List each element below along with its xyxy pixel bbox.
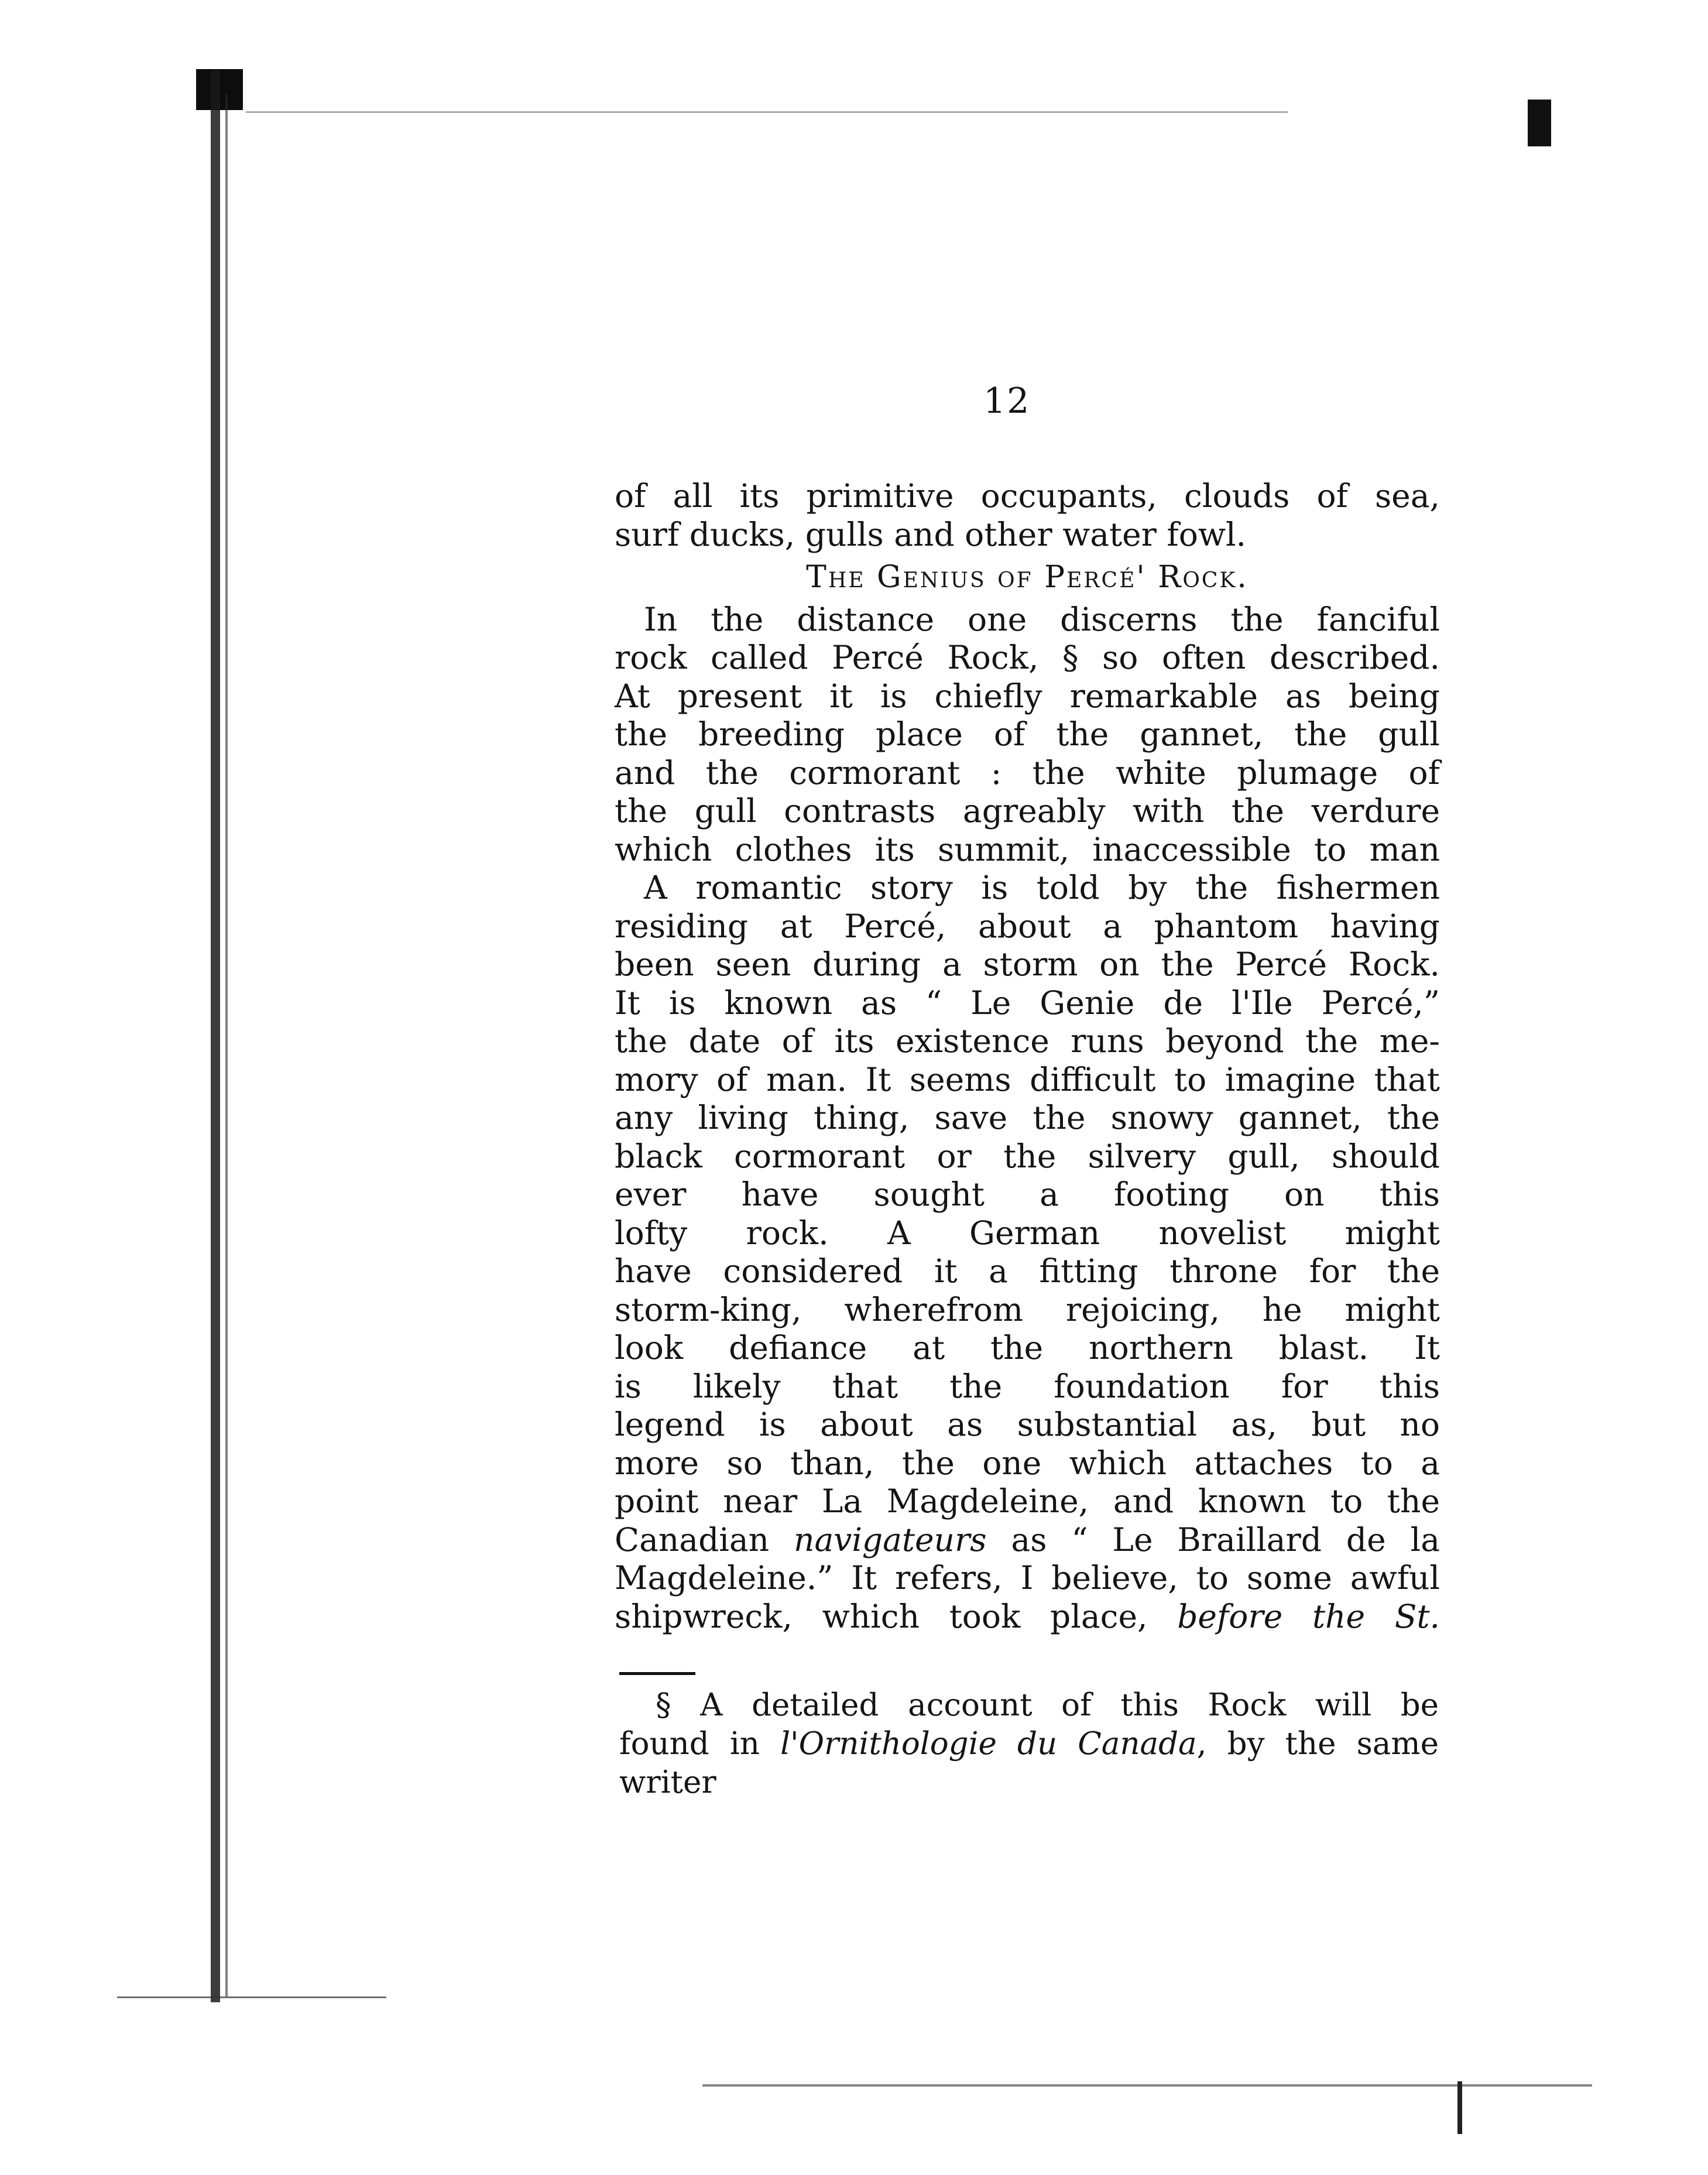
text-line: mory of man. It seems difficult to imagine that [615, 1060, 1440, 1098]
footnote-rule [619, 1672, 695, 1675]
text-line: have considered it a fitting throne for the [615, 1252, 1440, 1290]
paragraph-1 [615, 601, 1440, 869]
text-fragment: Canadian [615, 1520, 794, 1559]
text-line: legend is about as substantial as, but no [615, 1406, 1440, 1443]
text-line: which clothes its summit, inaccessible to man [615, 830, 1440, 868]
text-line: Magdeleine.” It refers, I believe, to some awful [615, 1559, 1440, 1597]
scan-bottom-tick [1457, 2081, 1462, 2134]
text-line: the gull contrasts agreably with the verdure [615, 792, 1440, 830]
footnote [619, 1686, 1439, 1802]
text-line: lofty rock. A German novelist might [615, 1214, 1440, 1252]
text-line: In the distance one discerns the fanciful [644, 600, 1440, 638]
text-fragment: shipwreck, which took place, [615, 1597, 1178, 1635]
text-line: black cormorant or the silvery gull, should [615, 1137, 1440, 1175]
text-line: A romantic story is told by the fishermen [644, 869, 1440, 906]
text-line: storm-king, wherefrom rejoicing, he might [615, 1290, 1440, 1328]
footnote-line: § A detailed account of this Rock will be [656, 1687, 1439, 1723]
footnote-line: writer [619, 1765, 716, 1800]
text-line: look defiance at the northern blast. It [615, 1329, 1440, 1366]
text-line: and the cormorant : the white plumage of [615, 753, 1440, 792]
text-line: surf ducks, gulls and other water fowl. [615, 515, 1247, 553]
scan-top-rule [246, 111, 1288, 113]
text-line: of all its primitive occupants, clouds of sea, [615, 477, 1440, 515]
italic-text: l'Ornithologie du Canada [780, 1726, 1197, 1762]
paragraph-2 [615, 869, 1440, 1636]
text-line: ever have sought a footing on this [615, 1176, 1440, 1213]
text-line: more so than, the one which attaches to a [615, 1444, 1440, 1482]
section-heading: The Genius of Percé' Rock. [806, 560, 1249, 595]
text-line: point near La Magdeleine, and known to the [615, 1482, 1440, 1520]
italic-text: navigateurs [794, 1520, 987, 1559]
text-line: It is known as “ Le Genie de l'Ile Percé,” [615, 984, 1440, 1022]
scan-left-edge [211, 70, 220, 2002]
scan-left-edge-thin [225, 94, 228, 1996]
text-line: the date of its existence runs beyond the me- [615, 1022, 1440, 1060]
text-line: any living thing, save the snowy gannet, the [615, 1099, 1440, 1136]
scan-bottom-rule-left [117, 1996, 386, 1998]
text-line [615, 1598, 1440, 1636]
italic-text: before the St. [1177, 1597, 1440, 1635]
text-line: is likely that the foundation for this [615, 1367, 1440, 1405]
text-line: residing at Percé, about a phantom having [615, 907, 1440, 945]
text-fragment: found in [619, 1726, 781, 1762]
text-line: been seen during a storm on the Percé Rock. [615, 946, 1440, 983]
text-line: the breeding place of the gannet, the gull [615, 715, 1440, 753]
text-fragment: , by the same [1196, 1726, 1439, 1762]
footnote-line [619, 1725, 1439, 1763]
text-line: At present it is chiefly remarkable as being [615, 677, 1440, 715]
text-line: rock called Percé Rock, § so often described. [615, 639, 1440, 676]
page-number: 12 [983, 381, 1031, 422]
scan-right-mark [1528, 100, 1551, 146]
text-fragment: as “ Le Braillard de la [986, 1520, 1440, 1559]
body-text [615, 477, 1440, 1636]
text-line [615, 1521, 1440, 1560]
